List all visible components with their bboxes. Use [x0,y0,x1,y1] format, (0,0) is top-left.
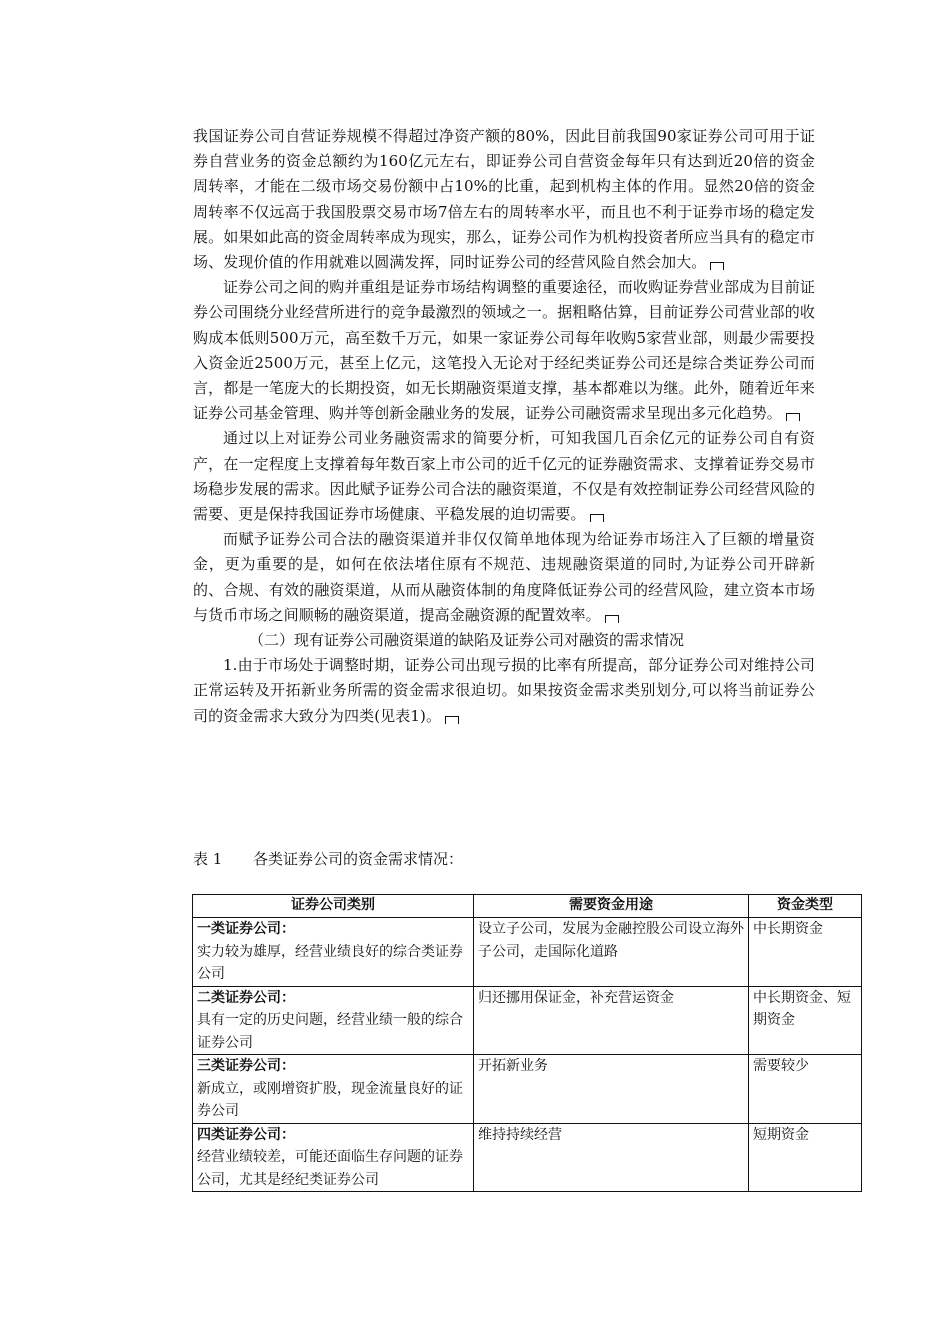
table-row [193,918,862,987]
cell-use: 设立子公司，发展为金融控股公司设立海外子公司，走国际化道路 [474,918,749,987]
cell-category [193,986,474,1055]
table-caption-text: 各类证券公司的资金需求情况： [253,850,464,868]
document-body [193,124,815,729]
category-name: 四类证券公司： [197,1126,295,1143]
category-name: 二类证券公司： [197,989,295,1006]
cell-category [193,1055,474,1124]
funding-needs-table [192,894,862,1192]
paragraph-4 [193,527,815,628]
table-caption-tag: 表 1 [193,850,223,868]
paragraph-3 [193,426,815,527]
paragraph-mark-icon [710,262,724,270]
cell-category [193,918,474,987]
paragraph-5-text: 1.由于市场处于调整时期，证券公司出现亏损的比率有所提高，部分证券公司对维持公司正常运转及开拓新业务所需的资金需求很迫切。如果按资金需求类别划分,可以将当前证券公司的资金需求大致分为四类(见表1)。 [193,656,815,725]
paragraph-5 [193,653,815,729]
paragraph-2-text: 证券公司之间的购并重组是证券市场结构调整的重要途径，而收购证券营业部成为目前证券公司围绕分业经营所进行的竞争最激烈的领域之一。据粗略估算，目前证券公司营业部的收购成本低则500万元，高至数千万元，如果一家证券公司每年收购5家营业部，则最少需要投入资金近2500万元，甚至上亿元，这笔投入无论对于经纪类证券公司还是综合类证券公司而言，都是一笔庞大的长期投资，如无长期融资渠道支撑，基本都难以为继。此外，随着近年来证券公司基金管理、购并等创新金融业务的发展，证券公司融资需求呈现出多元化趋势。 [193,278,815,423]
cell-use: 维持持续经营 [474,1123,749,1192]
cell-type: 需要较少 [749,1055,862,1124]
paragraph-2 [193,275,815,426]
category-desc: 具有一定的历史问题，经营业绩一般的综合证券公司 [197,1012,463,1051]
category-desc: 经营业绩较差，可能还面临生存问题的证券公司，尤其是经纪类证券公司 [197,1149,463,1188]
category-desc: 实力较为雄厚，经营业绩良好的综合类证券公司 [197,943,463,982]
category-name: 一类证券公司： [197,921,295,937]
category-name: 三类证券公司： [197,1058,295,1074]
category-desc: 新成立，或刚增资扩股，现金流量良好的证券公司 [197,1080,463,1119]
table-row [193,986,862,1055]
section-heading: （二）现有证券公司融资渠道的缺陷及证券公司对融资的需求情况 [249,631,685,650]
cell-type: 中长期资金 [749,918,862,987]
column-header-category: 证券公司类别 [193,895,474,918]
paragraph-mark-icon [590,514,604,522]
paragraph-1-text: 我国证券公司自营证券规模不得超过净资产额的80%，因此目前我国90家证券公司可用于证券自营业务的资金总额约为160亿元左右，即证券公司自营资金每年只有达到近20倍的资金周转率，才能在二级市场交易份额中占10%的比重，起到机构主体的作用。显然20倍的资金周转率不仅远高于我国股票交易市场7倍左右的周转率水平，而且也不利于证券市场的稳定发展。如果如此高的资金周转率成为现实，那么，证券公司作为机构投资者所应当具有的稳定市场、发现价值的作用就难以圆满发挥，同时证券公司的经营风险自然会加大。 [193,127,815,272]
table-header-row [193,895,862,918]
paragraph-mark-icon [445,716,459,724]
cell-type: 中长期资金、短期资金 [749,986,862,1055]
paragraph-4-text: 而赋予证券公司合法的融资渠道并非仅仅简单地体现为给证券市场注入了巨额的增量资金，更为重要的是，如何在依法堵住原有不规范、违规融资渠道的同时,为证券公司开辟新的、合规、有效的融资渠道，从而从融资体制的角度降低证券公司的经营风险，建立资本市场与货币市场之间顺畅的融资渠道，提高金融资源的配置效率。 [193,530,815,624]
column-header-use: 需要资金用途 [474,895,749,918]
cell-use: 开拓新业务 [474,1055,749,1124]
table-caption [193,847,463,871]
paragraph-mark-icon [786,413,800,421]
paragraph-3-text: 通过以上对证券公司业务融资需求的简要分析，可知我国几百余亿元的证券公司自有资产，在一定程度上支撑着每年数百家上市公司的近千亿元的证券融资需求、支撑着证券交易市场稳步发展的需求。因此赋予证券公司合法的融资渠道，不仅是有效控制证券公司经营风险的需要、更是保持我国证券市场健康、平稳发展的迫切需要。 [193,429,815,524]
table-row [193,1123,862,1192]
paragraph-1 [193,124,815,275]
column-header-type: 资金类型 [749,895,862,918]
table-row [193,1055,862,1124]
cell-category [193,1123,474,1192]
cell-use: 归还挪用保证金，补充营运资金 [474,986,749,1055]
paragraph-mark-icon [605,615,619,623]
cell-type: 短期资金 [749,1123,862,1192]
